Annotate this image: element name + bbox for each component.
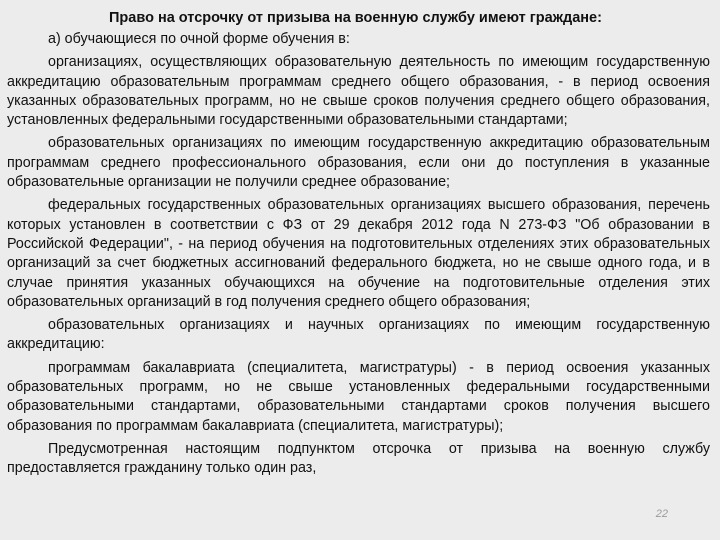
paragraph-vocational-education: образовательных организациях по имеющим государственную аккредитацию образовательным программам среднего профессионального образования, если они до поступления в указанные образовательные организации не получили среднее образование; [7, 135, 710, 191]
paragraph-general-education: организациях, осуществляющих образовательную деятельность по имеющим государственную аккредитацию образовательным программам среднего общего образования, - в период освоения указанных образовательных программ, но не свыше сроков получения среднего общего образования, установленных федеральными государственными образовательными стандартами; [7, 54, 710, 129]
paragraph-bachelor-programs: программам бакалавриата (специалитета, магистратуры) - в период освоения указанных образовательных программ, но не свыше установленных федеральными государственными образовательными стандартами, образовательными стандартами сроков получения высшего образования по программам бакалавриата (специалитета, магистратуры); [7, 359, 710, 434]
paragraph-intro: а) обучающиеся по очной форме обучения в: [48, 31, 350, 47]
page-number: 22 [655, 508, 668, 520]
paragraph-one-time-deferral: Предусмотренная настоящим подпунктом отсрочка от призыва на военную службу предоставляется гражданину только один раз, [7, 440, 710, 477]
slide-title: Право на отсрочку от призыва на военную службу имеют граждане: [109, 10, 602, 26]
paragraph-preparatory-departments: федеральных государственных образовательных организациях высшего образования, перечень которых установлен в соответствии с ФЗ от 29 декабря 2012 года N 273-ФЗ "Об образовании в Российской Федерации", - на период обучения на подготовительных отделениях этих образовательных организаций за счет бюджетных ассигнований федерального бюджета, но не свыше одного года, и в случае принятия указанных обучающихся на обучение на подготовительные отделения этих образовательных организаций в год получения среднего общего образования; [7, 197, 710, 310]
paragraph-scientific-organizations: образовательных организациях и научных организациях по имеющим государственную аккредитацию: [7, 317, 710, 353]
